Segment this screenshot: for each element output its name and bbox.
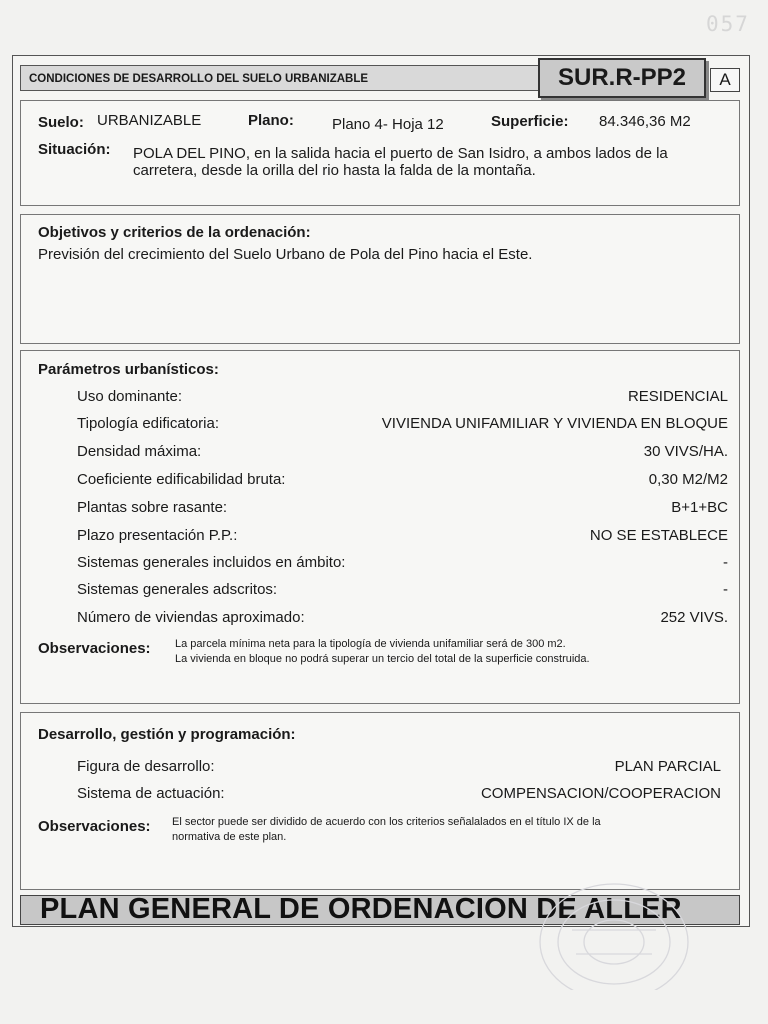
param-label: Plantas sobre rasante: — [77, 499, 228, 516]
param-value: - — [723, 581, 728, 598]
development-observaciones-label: Observaciones: — [38, 818, 151, 835]
development-value: PLAN PARCIAL — [614, 758, 721, 775]
superficie-label: Superficie: — [491, 113, 569, 130]
development-value: COMPENSACION/COOPERACION — [480, 785, 721, 802]
param-label: Coeficiente edificabilidad bruta: — [77, 471, 286, 488]
parameters-observaciones-line-2: La vivienda en bloque no podrá superar un tercio del total de la superficie construida. — [175, 653, 590, 665]
development-observaciones-line-1: El sector puede ser dividido de acuerdo con los criterios señalalados en el título IX de la — [172, 816, 601, 828]
plano-label: Plano: — [248, 112, 294, 129]
parameters-observaciones-line-1: La parcela mínima neta para la tipología de vivienda unifamiliar será de 300 m2. — [175, 638, 566, 650]
sheet-letter: A — [710, 68, 740, 92]
situacion-line-1: POLA DEL PINO, en la salida hacia el puerto de San Isidro, a ambos lados de la — [133, 145, 668, 162]
sector-code: SUR.R-PP2 — [538, 58, 706, 98]
param-label: Plazo presentación P.P.: — [77, 527, 238, 544]
development-label: Figura de desarrollo: — [77, 758, 215, 775]
plano-value: Plano 4- Hoja 12 — [332, 116, 444, 133]
param-value: B+1+BC — [671, 499, 728, 516]
param-value: 252 VIVS. — [660, 609, 728, 626]
header-title: CONDICIONES DE DESARROLLO DEL SUELO URBANIZABLE — [20, 65, 540, 91]
suelo-label: Suelo: — [38, 114, 84, 131]
param-value: 30 VIVS/HA. — [643, 443, 728, 460]
param-label: Sistemas generales adscritos: — [77, 581, 278, 598]
situacion-label: Situación: — [38, 141, 111, 158]
superficie-value: 84.346,36 M2 — [599, 113, 691, 130]
param-value: 0,30 M2/M2 — [648, 471, 728, 488]
param-label: Densidad máxima: — [77, 443, 202, 460]
param-value: VIVIENDA UNIFAMILIAR Y VIVIENDA EN BLOQUE — [381, 415, 728, 432]
suelo-value: URBANIZABLE — [97, 112, 202, 129]
development-heading: Desarrollo, gestión y programación: — [38, 726, 296, 743]
param-label: Sistemas generales incluidos en ámbito: — [77, 554, 346, 571]
development-label: Sistema de actuación: — [77, 785, 225, 802]
development-observaciones-line-2: normativa de este plan. — [172, 831, 287, 843]
situacion-line-2: carretera, desde la orilla del rio hasta la falda de la montaña. — [133, 162, 536, 179]
param-value: - — [723, 554, 728, 571]
parameters-observaciones-label: Observaciones: — [38, 640, 151, 657]
param-label: Tipología edificatoria: — [77, 415, 220, 432]
param-value: RESIDENCIAL — [627, 388, 728, 405]
page-number: 057 — [706, 12, 750, 36]
official-stamp-icon — [532, 870, 692, 990]
param-value: NO SE ESTABLECE — [589, 527, 728, 544]
footer-title: PLAN GENERAL DE ORDENACION DE ALLER — [40, 893, 682, 925]
objectives-heading: Objetivos y criterios de la ordenación: — [38, 224, 311, 241]
parameters-heading: Parámetros urbanísticos: — [38, 361, 219, 378]
objectives-text: Previsión del crecimiento del Suelo Urbano de Pola del Pino hacia el Este. — [38, 246, 533, 263]
param-label: Número de viviendas aproximado: — [77, 609, 305, 626]
param-label: Uso dominante: — [77, 388, 183, 405]
